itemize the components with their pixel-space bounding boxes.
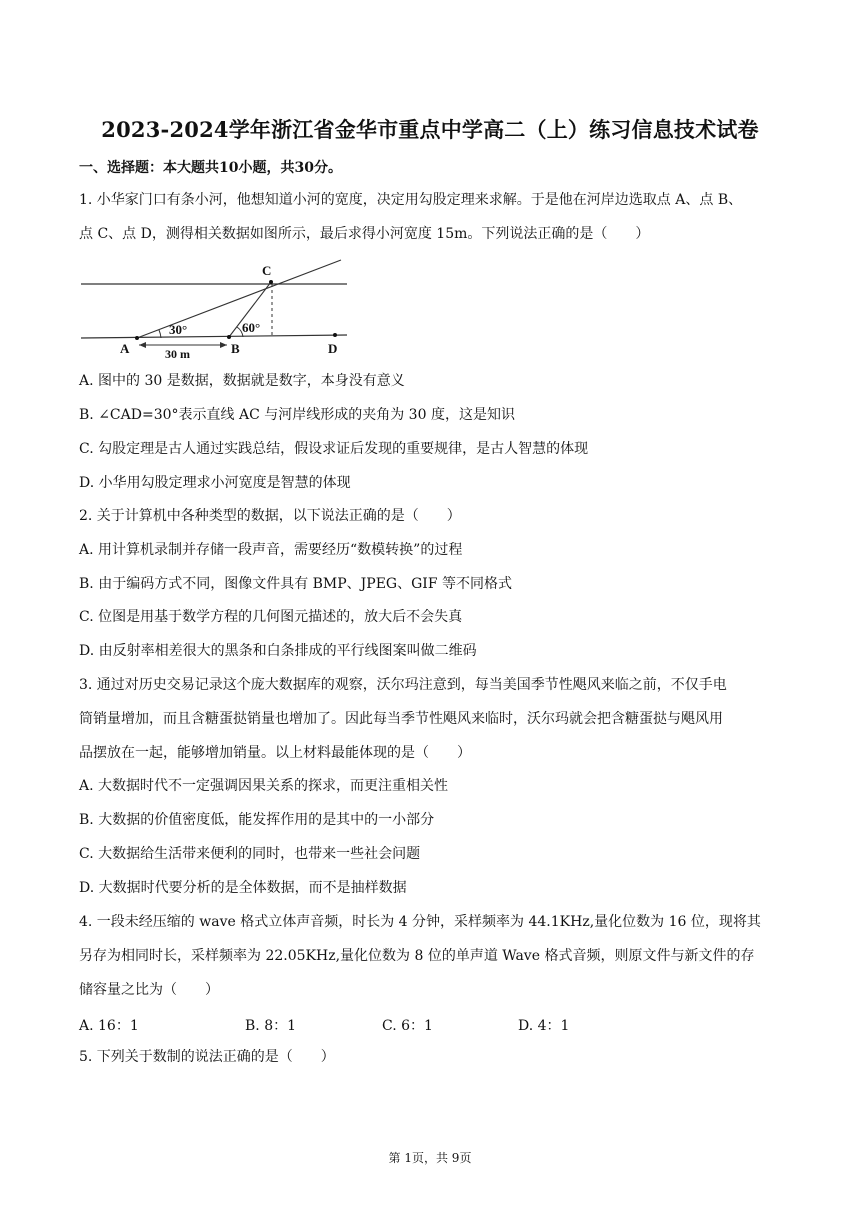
point-c-dot [269,280,273,284]
point-d-label: D [328,341,338,356]
q1-stem-line-2: 点 C、点 D，测得相关数据如图所示，最后求得小河宽度 15m。下列说法正确的是（ ） [79,226,650,242]
q3-option-d: D. 大数据时代要分析的是全体数据，而不是抽样数据 [79,880,407,896]
q3-stem-line-3: 品摆放在一起，能够增加销量。以上材料最能体现的是（ ） [79,745,471,761]
page-footer: 第 1页，共 9页 [388,1151,472,1165]
q2-option-a: A. 用计算机录制并存储一段声音，需要经历“数模转换”的过程 [79,542,463,558]
distance-label: 30 m [165,347,190,360]
q3-option-a: A. 大数据时代不一定强调因果关系的探求，而更注重相关性 [79,778,449,794]
page-title: 2023-2024学年浙江省金华市重点中学高二（上）练习信息技术试卷 [101,117,759,142]
q2-option-c: C. 位图是用基于数学方程的几何图元描述的，放大后不会失真 [79,609,463,625]
point-a-dot [135,336,139,340]
point-c-label: C [262,263,272,278]
distance-arrow-left [139,342,146,348]
point-b-dot [227,335,231,339]
q2-stem: 2. 关于计算机中各种类型的数据，以下说法正确的是（ ） [79,508,461,524]
q3-stem-line-1: 3. 通过对历史交易记录这个庞大数据库的观察，沃尔玛注意到，每当美国季节性飓风来临之前，不仅手电 [79,677,727,693]
point-b-label: B [231,341,240,356]
q4-stem-line-2: 另存为相同时长，采样频率为 22.05KHz,量化位数为 8 位的单声道 Wave 格式音频，则原文件与新文件的存 [79,948,755,964]
point-a-label: A [120,341,130,356]
q1-option-a: A. 图中的 30 是数据，数据就是数字，本身没有意义 [79,373,405,389]
distance-arrow-right [220,342,227,348]
q1-option-b: B. ∠CAD=30°表示直线 AC 与河岸线形成的夹角为 30 度，这是知识 [79,407,515,423]
q2-option-d: D. 由反射率相差很大的黑条和白条排成的平行线图案叫做二维码 [79,643,477,659]
river-diagram [79,258,349,360]
q2-option-b: B. 由于编码方式不同，图像文件具有 BMP、JPEG、GIF 等不同格式 [79,576,512,592]
q3-stem-line-2: 筒销量增加，而且含糖蛋挞销量也增加了。因此每当季节性飓风来临时，沃尔玛就会把含糖蛋挞与飓风用 [79,711,723,727]
q4-option-a: A. 16：1 [79,1018,139,1034]
q3-option-b: B. 大数据的价值密度低，能发挥作用的是其中的一小部分 [79,812,435,828]
angle-b-label: 60° [242,320,261,335]
point-d-dot [333,333,337,337]
lower-bank-line [81,335,347,338]
line-ac [137,260,341,338]
q4-option-d: D. 4：1 [518,1018,570,1034]
q1-option-c: C. 勾股定理是古人通过实践总结，假设求证后发现的重要规律，是古人智慧的体现 [79,441,589,457]
q4-option-c: C. 6：1 [382,1018,433,1034]
q4-stem-line-1: 4. 一段未经压缩的 wave 格式立体声音频，时长为 4 分钟，采样频率为 44.1KHz,量化位数为 16 位，现将其 [79,914,761,930]
q4-option-b: B. 8：1 [245,1018,297,1034]
q4-stem-line-3: 储容量之比为（ ） [79,982,219,998]
section-heading: 一、选择题：本大题共10小题，共30分。 [79,160,342,176]
q5-stem: 5. 下列关于数制的说法正确的是（ ） [79,1049,335,1065]
q3-option-c: C. 大数据给生活带来便利的同时，也带来一些社会问题 [79,846,421,862]
q1-option-d: D. 小华用勾股定理求小河宽度是智慧的体现 [79,475,351,491]
q1-stem-line-1: 1. 小华家门口有条小河，他想知道小河的宽度，决定用勾股定理来求解。于是他在河岸边选取点 A、点 B、 [79,192,743,208]
angle-a-label: 30° [169,322,188,337]
